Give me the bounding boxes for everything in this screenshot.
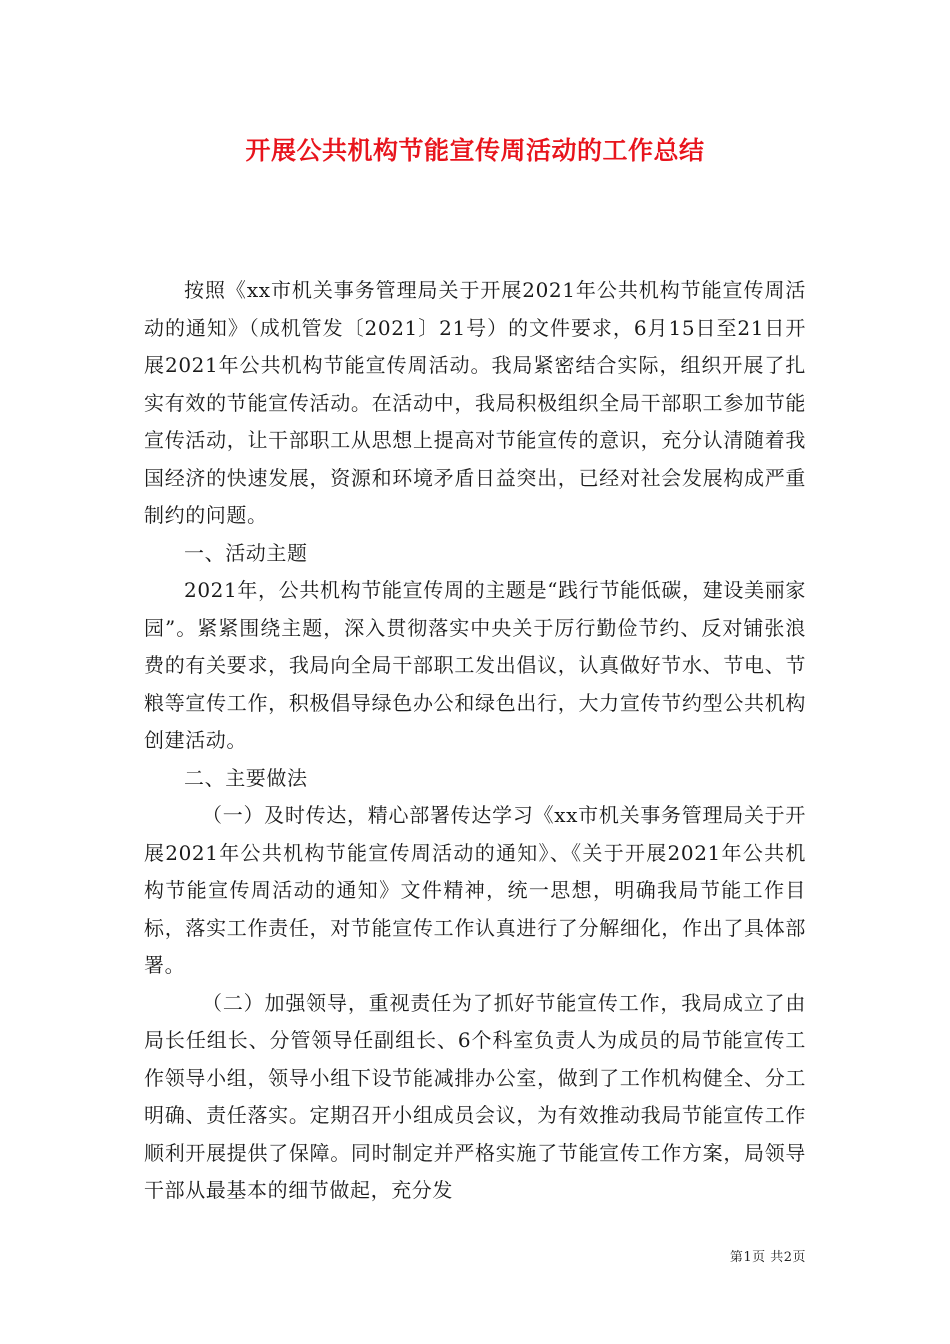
section-heading-theme: 一、活动主题 (184, 540, 308, 565)
section-heading-methods: 二、主要做法 (184, 765, 308, 790)
document-title: 开展公共机构节能宣传周活动的工作总结 (245, 136, 705, 165)
method-paragraph-2: （二）加强领导，重视责任为了抓好节能宣传工作，我局成立了由局长任组长、分管领导任副组长、6个科室负责人为成员的局节能宣传工作领导小组，领导小组下设节能减排办公室，做到了工作机构健全、分工明确、责任落实。定期召开小组成员会议，为有效推动我局节能宣传工作顺利开展提供了保障。同时制定并严格实施了节能宣传工作方案，局领导干部从最基本的细节做起，充分发 (144, 990, 806, 1202)
method-paragraph-1: （一）及时传达，精心部署传达学习《xx市机关事务管理局关于开展2021年公共机构节能宣传周活动的通知》、《关于开展2021年公共机构节能宣传周活动的通知》文件精神，统一思想，明确我局节能工作目标，落实工作责任，对节能宣传工作认真进行了分解细化，作出了具体部署。 (144, 803, 806, 977)
intro-paragraph: 按照《xx市机关事务管理局关于开展2021年公共机构节能宣传周活动的通知》（成机管发〔2021〕21号）的文件要求，6月15日至21日开展2021年公共机构节能宣传周活动。我局紧密结合实际，组织开展了扎实有效的节能宣传活动。在活动中，我局积极组织全局干部职工参加节能宣传活动，让干部职工从思想上提高对节能宣传的意识，充分认清随着我国经济的快速发展，资源和环境矛盾日益突出，已经对社会发展构成严重制约的问题。 (144, 278, 806, 527)
page-number-footer: 第1页 共2页 (729, 1250, 806, 1265)
theme-paragraph: 2021年，公共机构节能宣传周的主题是“践行节能低碳，建设美丽家园”。紧紧围绕主题，深入贯彻落实中央关于厉行勤俭节约、反对铺张浪费的有关要求，我局向全局干部职工发出倡议，认真做好节水、节电、节粮等宣传工作，积极倡导绿色办公和绿色出行，大力宣传节约型公共机构创建活动。 (144, 578, 806, 752)
document-body (144, 272, 806, 1210)
